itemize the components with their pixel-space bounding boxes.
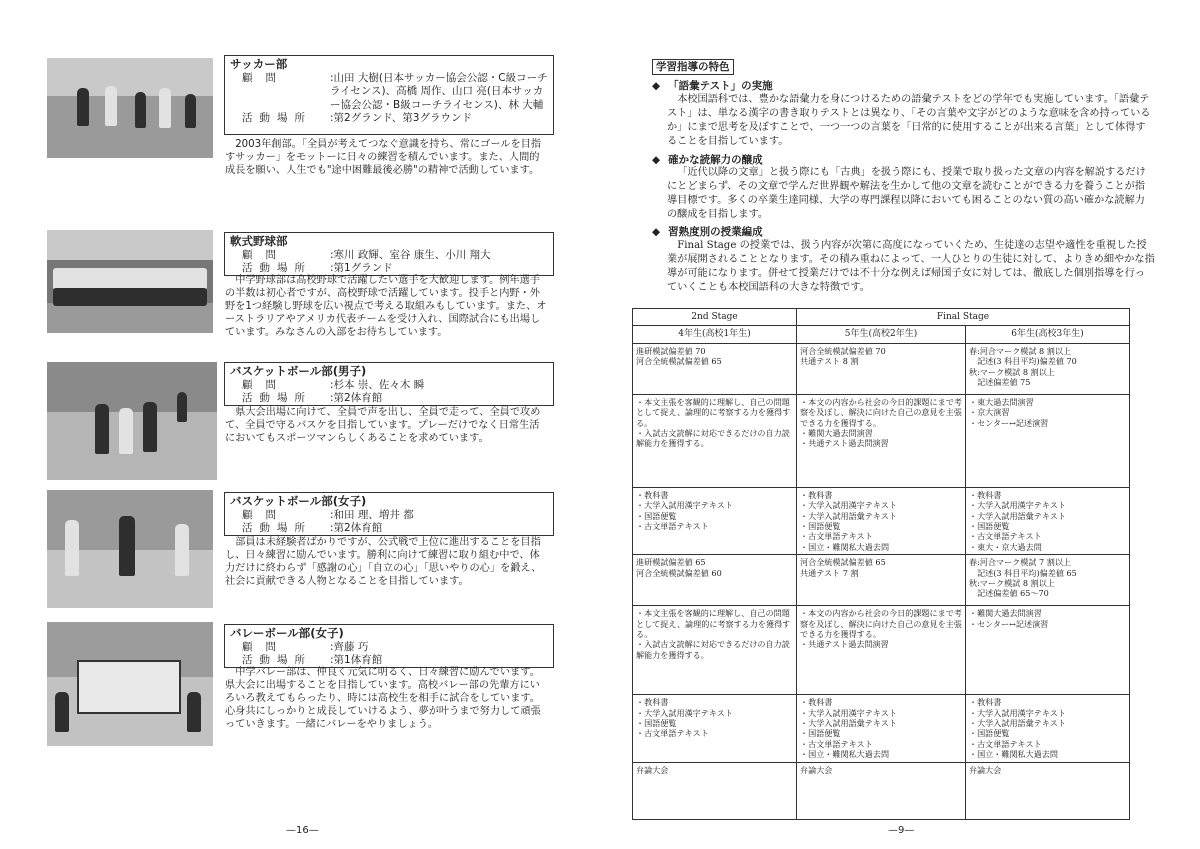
table-body — [633, 343, 1130, 819]
advisor-label: 顧問 — [242, 248, 289, 261]
subsection-text: 「近代以降の文章」と扱う際にも「古典」を扱う際にも、授業で取り扱った文章の内容を解説するだけにとどまらず、その文章で学んだ世界観や解法を生かして他の文章を読むことができる力を養うことが指導目標です。多くの卒業生達同様、大学の専門課程以降においても困ることのない質の高い確かな読解力の醸成を目指します。 — [667, 167, 1146, 220]
club-name: バスケットボール部(男子) — [230, 364, 367, 378]
section-title: 学習指導の特色 — [652, 59, 734, 75]
table-row — [633, 487, 1130, 554]
table-cell: 弁論大会 — [633, 762, 797, 819]
table-cell: ・教科書 ・大学入試用漢字テキスト ・大学入試用語彙テキスト ・国語便覧 ・古文単語テキスト ・東大・京大過去問 — [965, 487, 1129, 554]
activity-place: :第1グランド — [330, 262, 393, 274]
advisor-names: :山田 大樹(日本サッカー協会公認・C級コーチライセンス)、高橋 周作、山口 亮(日本サッカー協会公認・B級コーチライセンス)、林 大輔 — [330, 71, 548, 111]
table-cell: 進研模試偏差値 65 河合全統模試偏差値 60 — [633, 555, 797, 606]
basketball-girls-info-box — [224, 492, 554, 536]
subsection-heading — [652, 78, 773, 93]
club-description: 中学野球部は高校野球で活躍したい選手を大歓迎します。例年選手の半数は初心者ですが、高校野球で活躍しています。投手と内野・外野を1つ経験し野球を広い視点で考える取組みもしています。また、オーストラリアやアメリカ代表チームを受け入れ、国際試合にも出場しています。みなさんの入部をお待ちしています。 — [225, 275, 547, 338]
club-name: サッカー部 — [230, 57, 288, 71]
advisor-label: 顧問 — [242, 71, 289, 84]
club-description: 中学バレー部は、仲良く元気に明るく、日々練習に励んでいます。県大会に出場することを目指しています。高校バレー部の先輩方にいろいろ教えてもらったり、時には高校生を相手に試合をしています。心身共にしっかりと成長していけるよう、夢が叶うまで努力して頑張っていきます。一緒にバレーをやりましょう。 — [225, 667, 541, 730]
table-cell: 河合全統模試偏差値 70 共通テスト 8 割 — [797, 343, 966, 394]
advisor-names: :杉本 崇、佐々木 瞬 — [330, 378, 425, 391]
baseball-photo — [47, 230, 213, 333]
table-row — [633, 762, 1130, 819]
diamond-icon: ◆ — [652, 226, 661, 238]
baseball-info-box — [224, 232, 554, 276]
curriculum-table — [632, 308, 1130, 820]
grade-header: 4年生(高校1年生) — [633, 326, 797, 343]
subsection-title: 「語彙テスト」の実施 — [668, 80, 773, 92]
club-basketball-girls — [47, 490, 557, 610]
table-row — [633, 695, 1130, 762]
club-basketball-boys — [47, 362, 557, 472]
table-cell: 河合全統模試偏差値 65 共通テスト 7 割 — [797, 555, 966, 606]
volleyball-info-box — [224, 624, 554, 668]
soccer-info-box — [224, 55, 554, 135]
subsection-heading — [652, 224, 763, 239]
grade-header: 6年生(高校3年生) — [965, 326, 1129, 343]
table-cell: ・東大過去問演習 ・京大演習 ・センター↔記述演習 — [965, 394, 1129, 487]
activity-place: :第2体育館 — [330, 522, 383, 534]
subsection-text: 本校国語科では、豊かな語彙力を身につけるための語彙テストをどの学年でも実施しています。「語彙テスト」は、単なる漢字の書き取りテストとは異なり、「その言葉や文字がどのような意味を含め持っているか」にまで思考を及ぼすことで、一つ一つの言葉を「日常的に使用することが出来る言葉」として体得することを目指しています。 — [667, 94, 1151, 147]
basketball-boys-photo — [47, 362, 217, 480]
advisor-label: 顧問 — [242, 640, 289, 653]
place-label: 活動場所 — [242, 112, 312, 124]
club-description: 部員は未経験者ばかりですが、公式戦で上位に進出することを目指し、日々練習に励んでいます。勝利に向けて練習に取り組む中で、体力だけに終わらず「感謝の心」「自立の心」「思いやりの心」を鍛え、社会に貢献できる人物となることを目指しています。 — [225, 537, 542, 587]
place-label: 活動場所 — [242, 654, 312, 666]
table-cell: ・本文主張を客観的に理解し、自己の問題として捉え、論理的に考察する力を獲得する。 ・入試古文読解に対応できるだけの自力読解能力を獲得する。 — [633, 606, 797, 695]
diamond-icon: ◆ — [652, 154, 661, 166]
subsection-heading — [652, 152, 763, 167]
club-name: バスケットボール部(女子) — [230, 494, 367, 508]
club-baseball — [47, 230, 557, 340]
table-cell: ・本文の内容から社会の今日的課題にまで考察を及ぼし、解決に向けた自己の意見を主張できる力を獲得する。 ・難関大過去問演習 ・共通テスト過去問演習 — [797, 394, 966, 487]
table-cell: ・教科書 ・大学入試用漢字テキスト ・国語便覧 ・古文単語テキスト — [633, 487, 797, 554]
table-cell: 弁論大会 — [965, 762, 1129, 819]
table-cell: 弁論大会 — [797, 762, 966, 819]
stage-header: 2nd Stage — [633, 309, 797, 326]
table-cell: ・難関大過去問演習 ・センター↔記述演習 — [965, 606, 1129, 695]
stage-header: Final Stage — [797, 309, 1130, 326]
subsection-title: 習熟度別の授業編成 — [668, 226, 763, 238]
place-label: 活動場所 — [242, 522, 312, 534]
club-description: 2003年創部。「全員が考えてつなぐ意識を持ち、常にゴールを目指すサッカー」をモットーに日々の練習を積んでいます。また、人間的成長を願い、人生でも"途中困難最後必勝"の精神で活動しています。 — [225, 139, 542, 176]
volleyball-photo — [47, 622, 213, 746]
table-cell: ・教科書 ・大学入試用漢字テキスト ・国語便覧 ・古文単語テキスト — [633, 695, 797, 762]
activity-place: :第2グランド、第3グラウンド — [330, 112, 472, 124]
club-soccer — [47, 58, 557, 188]
advisor-names: :和田 理、増井 都 — [330, 508, 414, 521]
advisor-names: :齊藤 巧 — [330, 640, 369, 653]
club-name: 軟式野球部 — [230, 234, 288, 248]
table-row — [633, 343, 1130, 394]
basketball-girls-photo — [47, 490, 213, 608]
advisor-names: :寒川 政輝、室谷 康生、小川 翔大 — [330, 248, 491, 261]
club-description: 県大会出場に向けて、全員で声を出し、全員で走って、全員で攻めて、全員で守るバスケを目指しています。プレーだけでなく日常生活においてもスポーツマンらしくあることを求めています。 — [225, 407, 541, 444]
table-cell: ・教科書 ・大学入試用漢字テキスト ・大学入試用語彙テキスト ・国語便覧 ・古文単語テキスト ・国立・難関私大過去問 — [797, 695, 966, 762]
diamond-icon: ◆ — [652, 80, 661, 92]
table-cell: ・教科書 ・大学入試用漢字テキスト ・大学入試用語彙テキスト ・国語便覧 ・古文単語テキスト ・国立・難関私大過去問 — [797, 487, 966, 554]
table-row — [633, 606, 1130, 695]
page-number: —9— — [888, 825, 915, 836]
table-cell: 進研模試偏差値 70 河合全統模試偏差値 65 — [633, 343, 797, 394]
subsection-title: 確かな読解力の醸成 — [668, 154, 763, 166]
table-cell: 春:河合マーク模試 8 割以上 記述(3 科目平均)偏差値 70 秋:マーク模試 8 割以上 記述偏差値 75 — [965, 343, 1129, 394]
club-volleyball-girls — [47, 622, 557, 752]
advisor-label: 顧問 — [242, 378, 289, 391]
table-cell: ・本文主張を客観的に理解し、自己の問題として捉え、論理的に考察する力を獲得する。 ・入試古文読解に対応できるだけの自力読解能力を獲得する。 — [633, 394, 797, 487]
place-label: 活動場所 — [242, 262, 312, 274]
basketball-boys-info-box — [224, 362, 554, 406]
soccer-photo — [47, 58, 213, 158]
page-number: —16— — [286, 825, 319, 836]
table-row — [633, 394, 1130, 487]
activity-place: :第1体育館 — [330, 654, 383, 666]
table-row — [633, 555, 1130, 606]
table-cell: ・本文の内容から社会の今日的課題にまで考察を及ぼし、解決に向けた自己の意見を主張できる力を獲得する。 ・共通テスト過去問演習 — [797, 606, 966, 695]
advisor-label: 顧問 — [242, 508, 289, 521]
club-name: バレーボール部(女子) — [230, 626, 344, 640]
subsection-text: Final Stage の授業では、扱う内容が次第に高度になっていくため、生徒達の志望や適性を重視した授業が展開されることとなります。その積み重ねによって、一人ひとりの生徒に対して、よりきめ細やかな指導が可能になります。併せて授業だけでは不十分な例えば帰国子女に対しては、徹底した個別指導を行っていくことも本校国語科の大きな特徴です。 — [667, 240, 1155, 293]
table-cell: 春:河合マーク模試 7 割以上 記述(3 科目平均)偏差値 65 秋:マーク模試 8 割以上 記述偏差値 65〜70 — [965, 555, 1129, 606]
table-cell: ・教科書 ・大学入試用漢字テキスト ・大学入試用語彙テキスト ・国語便覧 ・古文単語テキスト ・国立・難関私大過去問 — [965, 695, 1129, 762]
place-label: 活動場所 — [242, 392, 312, 404]
activity-place: :第2体育館 — [330, 392, 383, 404]
grade-header: 5年生(高校2年生) — [797, 326, 966, 343]
